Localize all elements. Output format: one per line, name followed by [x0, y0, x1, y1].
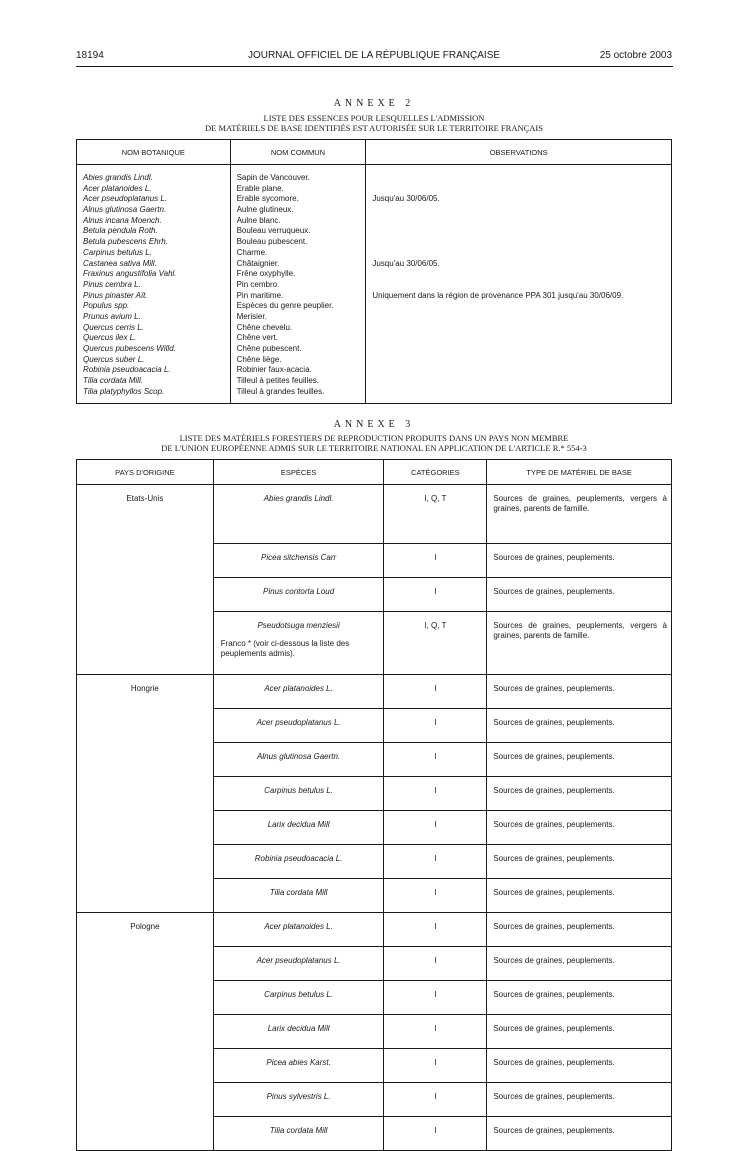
species-cell [213, 709, 384, 743]
botanical-name: Betula pendula Roth. [83, 226, 158, 236]
observation [372, 248, 671, 259]
botanical-name: Carpinus betulus L. [83, 247, 152, 257]
common-name: Aulne blanc. [236, 215, 281, 225]
column-header-common: NOM COMMUN [230, 140, 366, 165]
category-cell: I [384, 879, 487, 913]
botanical-name: Pinus cembra L. [83, 279, 141, 289]
species-name: Alnus glutinosa Gaertn. [257, 752, 341, 761]
common-name: Tilleul à petites feuilles. [236, 376, 320, 386]
publication-date: 25 octobre 2003 [599, 50, 672, 61]
material-type-cell: Sources de graines, peuplements. [487, 1083, 672, 1117]
species-name: Pinus contorta Loud [263, 587, 335, 596]
category-cell: I [384, 811, 487, 845]
species-cell [213, 845, 384, 879]
common-name: Bouleau verruqueux. [236, 226, 311, 236]
observation [372, 344, 671, 355]
botanical-name: Betula pubescens Ehrh. [83, 237, 168, 247]
species-name: Robinia pseudoacacia L. [254, 854, 343, 863]
annex3-table [76, 459, 672, 1151]
material-type-cell: Sources de graines, peuplements. [487, 578, 672, 612]
botanical-name: Fraxinus angustifolia Vahl. [83, 269, 177, 279]
botanical-name: Tilia cordata Mill. [83, 376, 143, 386]
column-header-species: ESPÈCES [213, 460, 384, 485]
category-cell: I [384, 1015, 487, 1049]
observation [372, 269, 671, 280]
annex2-table [76, 139, 672, 404]
column-header-categories: CATÉGORIES [384, 460, 487, 485]
annex2-subtitle-1: LISTE DES ESSENCES POUR LESQUELLES L'ADMISSION [263, 113, 485, 123]
species-cell [213, 1049, 384, 1083]
category-cell: I [384, 1117, 487, 1151]
column-header-botanical: NOM BOTANIQUE [77, 140, 231, 165]
common-name: Bouleau pubescent. [236, 237, 308, 247]
species-cell [213, 879, 384, 913]
common-name: Merisier. [236, 311, 267, 321]
annex3-subtitle-2: DE L'UNION EUROPÉENNE ADMIS SUR LE TERRITOIRE NATIONAL EN APPLICATION DE L'ARTICLE R.* 554-3 [161, 443, 587, 453]
annex2-subtitle-2: DE MATÉRIELS DE BASE IDENTIFIÉS EST AUTORISÉE SUR LE TERRITOIRE FRANÇAIS [205, 123, 543, 133]
table-row [77, 485, 672, 544]
material-type-cell: Sources de graines, peuplements. [487, 913, 672, 947]
material-type-cell: Sources de graines, peuplements. [487, 777, 672, 811]
species-cell [213, 485, 384, 544]
species-name: Picea abies Karst. [266, 1058, 331, 1067]
annex2-title: ANNEXE 2 [333, 98, 415, 109]
category-cell: I [384, 777, 487, 811]
material-type-cell: Sources de graines, peuplements. [487, 879, 672, 913]
observations-column [366, 165, 672, 404]
column-header-material-type: TYPE DE MATÉRIEL DE BASE [487, 460, 672, 485]
observation [372, 333, 671, 344]
annex3-header-row [77, 460, 672, 485]
country-cell: Hongrie [77, 675, 214, 913]
species-cell [213, 1083, 384, 1117]
botanical-name: Quercus suber L. [83, 354, 145, 364]
material-type-cell: Sources de graines, peuplements, vergers à graines, parents de famille. [487, 612, 672, 675]
common-name: Pin cembro. [236, 279, 280, 289]
material-type-cell: Sources de graines, peuplements. [487, 743, 672, 777]
category-cell: I [384, 709, 487, 743]
observation [372, 387, 671, 398]
observation [372, 312, 671, 323]
species-cell [213, 578, 384, 612]
common-name: Sapin de Vancouver. [236, 173, 310, 182]
annex2-header-row [77, 140, 672, 165]
botanical-name: Abies grandis Lindl. [83, 173, 153, 182]
country-cell: Pologne [77, 913, 214, 1151]
botanical-name: Acer pseudoplatanus L. [83, 194, 168, 204]
botanical-name: Alnus incana Moench. [83, 215, 162, 225]
botanical-name: Populus spp. [83, 301, 130, 311]
species-cell [213, 743, 384, 777]
species-name: Larix decidua Mill [267, 1024, 330, 1033]
observation [372, 237, 671, 248]
species-cell [213, 947, 384, 981]
observation [372, 301, 671, 312]
species-name: Tilia cordata Mill [269, 888, 328, 897]
botanical-name: Tilia platyphyllos Scop. [83, 386, 165, 396]
species-name: Larix decidua Mill [267, 820, 330, 829]
material-type-cell: Sources de graines, peuplements. [487, 1015, 672, 1049]
common-name: Châtaignier. [236, 258, 280, 268]
material-type-cell: Sources de graines, peuplements. [487, 1117, 672, 1151]
botanical-name: Quercus pubescens Willd. [83, 344, 176, 353]
common-name: Tilleul à grandes feuilles. [236, 386, 325, 396]
observation: Jusqu'au 30/06/05. [372, 258, 440, 268]
column-header-country: PAYS D'ORIGINE [77, 460, 214, 485]
botanical-name: Robinia pseudoacacia L. [83, 365, 171, 375]
observation [372, 173, 671, 184]
common-name: Frêne oxyphylle. [236, 269, 296, 279]
common-name: Chêne chevelu. [236, 322, 293, 332]
common-name: Chêne liège. [236, 354, 282, 364]
category-cell: I [384, 981, 487, 1015]
species-name: Carpinus betulus L. [264, 990, 334, 999]
category-cell: I, Q, T [384, 612, 487, 675]
species-name: Acer pseudoplatanus L. [256, 718, 341, 727]
species-name: Carpinus betulus L. [264, 786, 334, 795]
species-name: Tilia cordata Mill [269, 1126, 328, 1135]
category-cell: I [384, 845, 487, 879]
observation [372, 280, 671, 291]
common-name: Espèces du genre peuplier. [236, 301, 334, 311]
common-name: Chêne vert. [236, 333, 278, 343]
material-type-cell: Sources de graines, peuplements. [487, 1049, 672, 1083]
category-cell: I [384, 743, 487, 777]
material-type-cell: Sources de graines, peuplements. [487, 811, 672, 845]
material-type-cell: Sources de graines, peuplements. [487, 947, 672, 981]
species-name: Pinus sylvestris L. [266, 1092, 331, 1101]
botanical-name: Alnus glutinosa Gaertn. [83, 205, 167, 215]
category-cell: I [384, 913, 487, 947]
common-name: Aulne glutineux. [236, 205, 294, 215]
common-name: Chêne pubescent. [236, 344, 302, 353]
botanical-name: Pinus pinaster Aït. [83, 290, 148, 300]
species-cell [213, 544, 384, 578]
observation: Jusqu'au 30/06/05. [372, 194, 440, 204]
column-header-observations: OBSERVATIONS [366, 140, 672, 165]
material-type-cell: Sources de graines, peuplements, vergers à graines, parents de famille. [487, 485, 672, 544]
common-names-column [230, 165, 366, 404]
table-row [77, 675, 672, 709]
observation [372, 355, 671, 366]
species-cell [213, 1015, 384, 1049]
category-cell: I, Q, T [384, 485, 487, 544]
observation [372, 226, 671, 237]
material-type-cell: Sources de graines, peuplements. [487, 981, 672, 1015]
species-name: Pseudotsuga menziesii [257, 621, 340, 630]
botanical-name: Acer platanoides L. [83, 183, 152, 193]
observation [372, 205, 671, 216]
material-type-cell: Sources de graines, peuplements. [487, 709, 672, 743]
journal-title: JOURNAL OFFICIEL DE LA RÉPUBLIQUE FRANÇAISE [247, 50, 501, 61]
species-name: Acer pseudoplatanus L. [256, 956, 341, 965]
material-type-cell: Sources de graines, peuplements. [487, 544, 672, 578]
species-cell [213, 1117, 384, 1151]
observation [372, 365, 671, 376]
botanical-names-column [77, 165, 231, 404]
category-cell: I [384, 675, 487, 709]
annex3-title: ANNEXE 3 [333, 419, 415, 430]
species-cell [213, 981, 384, 1015]
category-cell: I [384, 947, 487, 981]
species-name: Picea sitchensis Carr [261, 553, 337, 562]
common-name: Charme. [236, 247, 268, 257]
botanical-name: Prunus avium L. [83, 311, 141, 321]
table-row [77, 913, 672, 947]
category-cell: I [384, 578, 487, 612]
header-rule [76, 66, 673, 67]
annex2-body [77, 165, 672, 404]
category-cell: I [384, 1049, 487, 1083]
species-cell [213, 811, 384, 845]
species-name: Acer platanoides L. [264, 684, 333, 693]
observation [372, 216, 671, 227]
observation [372, 323, 671, 334]
species-cell [213, 612, 384, 675]
common-name: Robinier faux-acacia. [236, 365, 312, 375]
page-number: 18194 [76, 50, 104, 61]
botanical-name: Quercus ilex L. [83, 333, 137, 343]
annex3-body [77, 485, 672, 1151]
common-name: Pin maritime. [236, 290, 284, 300]
species-name: Acer platanoides L. [264, 922, 333, 931]
material-type-cell: Sources de graines, peuplements. [487, 845, 672, 879]
material-type-cell: Sources de graines, peuplements. [487, 675, 672, 709]
common-name: Erable plane. [236, 183, 284, 193]
observation [372, 184, 671, 195]
category-cell: I [384, 544, 487, 578]
species-cell [213, 913, 384, 947]
species-note: Franco * (voir ci-dessous la liste des peuplements admis). [220, 639, 350, 658]
category-cell: I [384, 1083, 487, 1117]
observation: Uniquement dans la région de provenance PPA 301 jusqu'au 30/06/09. [372, 290, 624, 300]
country-cell: Etats-Unis [77, 485, 214, 675]
common-name: Erable sycomore. [236, 194, 299, 204]
species-cell [213, 777, 384, 811]
species-name: Abies grandis Lindl. [263, 494, 334, 503]
species-cell [213, 675, 384, 709]
botanical-name: Castanea sativa Mill. [83, 258, 157, 268]
botanical-name: Quercus cerris L. [83, 322, 144, 332]
annex3-subtitle-1: LISTE DES MATÉRIELS FORESTIERS DE REPRODUCTION PRODUITS DANS UN PAYS NON MEMBRE [179, 433, 569, 443]
observation [372, 376, 671, 387]
